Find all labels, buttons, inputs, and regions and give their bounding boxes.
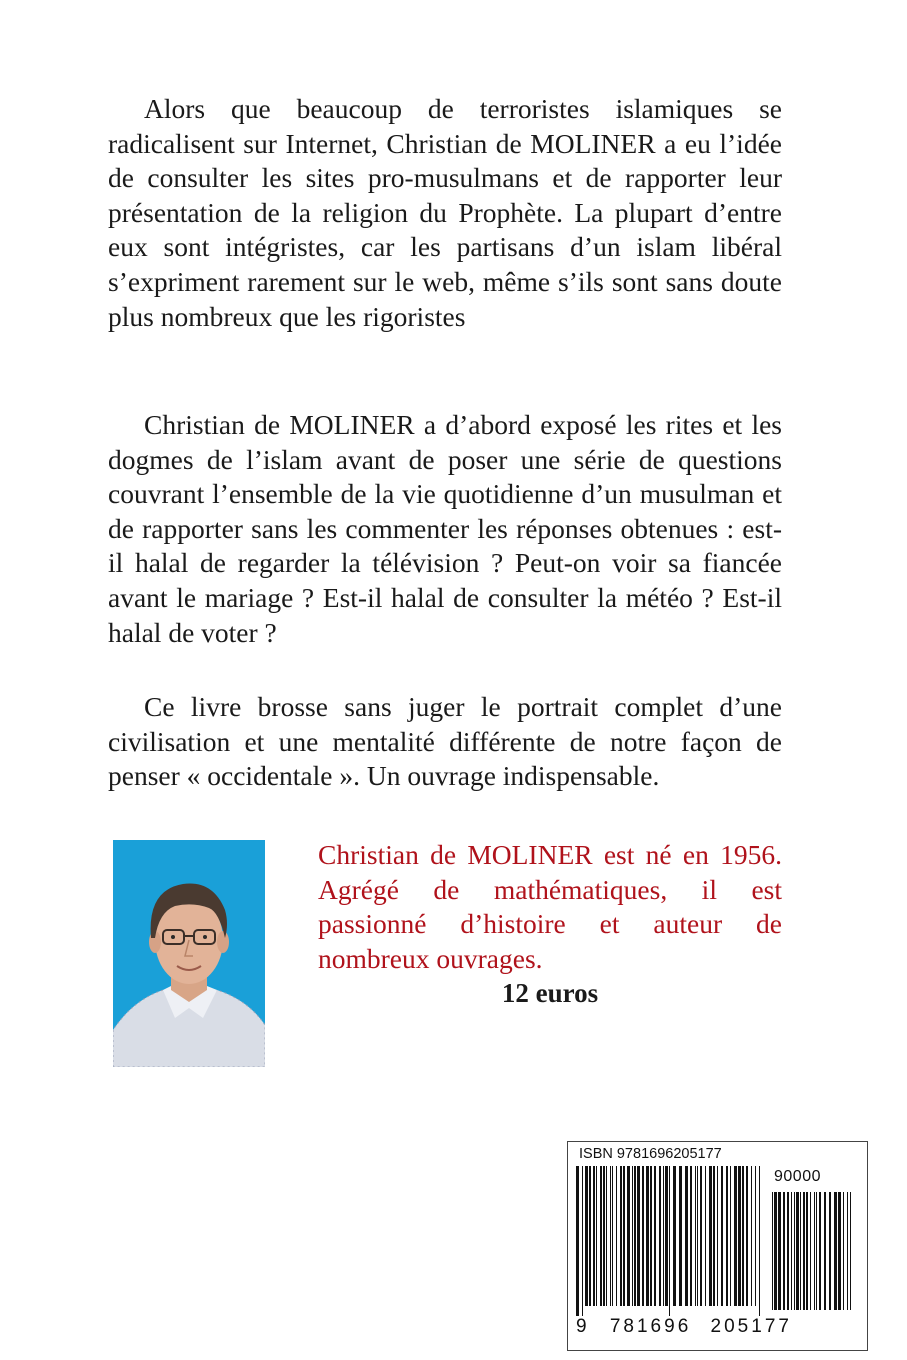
barcode-right-digits: 205177: [710, 1316, 792, 1337]
barcode-bar: [787, 1192, 789, 1310]
barcode-bar: [627, 1166, 630, 1306]
barcode-bar: [632, 1166, 633, 1306]
barcode-bar: [850, 1192, 851, 1310]
barcode-bar: [738, 1166, 741, 1306]
barcode-bar: [616, 1166, 617, 1306]
barcode-bar: [742, 1166, 744, 1306]
back-cover-paragraph-2: Christian de MOLINER a d’abord exposé les rites et les dogmes de l’islam avant de poser une série de questions couvrant l’ensemble de la vie quotidienne d’un musulman et de rapporter sans les commenter les réponses obtenues : est-il halal de regarder la télévision ? Peut-on voir sa fiancée avant le mariage ? Est-il halal de consulter la météo ? Est-il halal de voter ?: [108, 409, 782, 648]
isbn-barcode: [567, 1141, 868, 1351]
barcode-bar: [585, 1166, 588, 1306]
barcode-bar: [576, 1166, 579, 1316]
barcode-bar: [679, 1166, 682, 1306]
barcode-bar: [717, 1166, 718, 1306]
barcode-bar: [610, 1166, 611, 1306]
barcode-bar: [838, 1192, 841, 1310]
barcode-bar: [800, 1192, 801, 1310]
barcode-bar: [685, 1166, 688, 1306]
barcode-bar: [774, 1192, 777, 1310]
price: 12 euros: [501, 978, 599, 1008]
barcode-bar: [620, 1166, 622, 1306]
barcode-bar: [791, 1192, 792, 1310]
barcode-bar: [695, 1166, 696, 1306]
barcode-bar: [634, 1166, 636, 1306]
barcode-bar: [824, 1192, 826, 1310]
barcode-left-digits: 781696: [609, 1316, 692, 1337]
barcode-bar: [819, 1192, 821, 1310]
barcode-bar: [755, 1166, 756, 1306]
barcode-bar: [783, 1192, 785, 1310]
barcode-bar: [829, 1192, 831, 1310]
barcode-bar: [669, 1166, 670, 1316]
barcode-bar: [697, 1166, 698, 1306]
barcode-bar: [637, 1166, 640, 1306]
barcode-bar: [606, 1166, 607, 1306]
barcode-bar: [705, 1166, 706, 1306]
barcode-bar: [814, 1192, 815, 1310]
barcode-bar: [690, 1166, 692, 1306]
back-cover-paragraph-3: Ce livre brosse sans juger le portrait complet d’une civilisation et une mentalité différente de notre façon de penser « occidentale ». Un ouvrage indispensable.: [108, 691, 782, 792]
barcode-bar: [603, 1166, 605, 1306]
barcode-bar: [654, 1166, 656, 1306]
barcode-bar: [810, 1192, 811, 1310]
back-cover-paragraph-1: Alors que beaucoup de terroristes islamiques se radicalisent sur Internet, Christian de MOLINER a eu l’idée de consulter les sites pro-musulmans et de rapporter leur présentation de la religion du Prophète. La plupart d’entre eux sont intégristes, car les partisans d’un islam libéral s’expriment rarement sur le web, même s’ils sont sans doute plus nombreux que les rigoristes: [108, 93, 782, 332]
barcode-bar: [847, 1192, 848, 1310]
barcode-bar: [593, 1166, 595, 1306]
barcode-bar: [843, 1192, 844, 1310]
barcode-bar: [721, 1166, 723, 1306]
barcode-bar: [713, 1166, 715, 1306]
barcode-addon-number: 90000: [774, 1168, 821, 1185]
barcode-bar: [665, 1166, 668, 1306]
barcode-bar: [803, 1192, 805, 1310]
barcode-bar: [596, 1166, 597, 1306]
barcode-bar: [796, 1192, 799, 1310]
barcode-bars: [576, 1166, 766, 1316]
barcode-bar: [650, 1166, 652, 1306]
barcode-bar: [709, 1166, 712, 1306]
barcode-bar: [623, 1166, 625, 1306]
barcode-bar: [759, 1166, 760, 1316]
barcode-bar: [834, 1192, 837, 1310]
barcode-bar: [600, 1166, 602, 1306]
author-bio: Christian de MOLINER est né en 1956. Agrégé de mathématiques, il est passionné d’histoire et auteur de nombreux ouvrages.: [318, 839, 782, 974]
barcode-bar: [700, 1166, 702, 1306]
barcode-bar: [663, 1166, 664, 1306]
barcode-bar: [746, 1166, 748, 1306]
barcode-bar: [806, 1192, 808, 1310]
barcode-bar: [659, 1166, 661, 1306]
barcode-bar: [582, 1166, 583, 1316]
barcode-bar: [730, 1166, 731, 1306]
barcode-bar: [772, 1192, 773, 1310]
barcode-bar: [646, 1166, 649, 1306]
barcode-bar: [751, 1166, 752, 1306]
barcode-bar: [734, 1166, 737, 1306]
barcode-bar: [673, 1166, 676, 1306]
barcode-digits: [576, 1316, 792, 1338]
barcode-bar: [612, 1166, 613, 1306]
barcode-bar: [778, 1192, 781, 1310]
isbn-label: ISBN 9781696205177: [579, 1146, 722, 1162]
barcode-first-digit: 9: [576, 1316, 587, 1337]
barcode-addon-bars: [772, 1192, 856, 1310]
barcode-bar: [794, 1192, 795, 1310]
barcode-bar: [642, 1166, 644, 1306]
barcode-bar: [816, 1192, 817, 1310]
author-photo: [113, 840, 265, 1067]
barcode-bar: [589, 1166, 591, 1306]
barcode-bar: [726, 1166, 728, 1306]
